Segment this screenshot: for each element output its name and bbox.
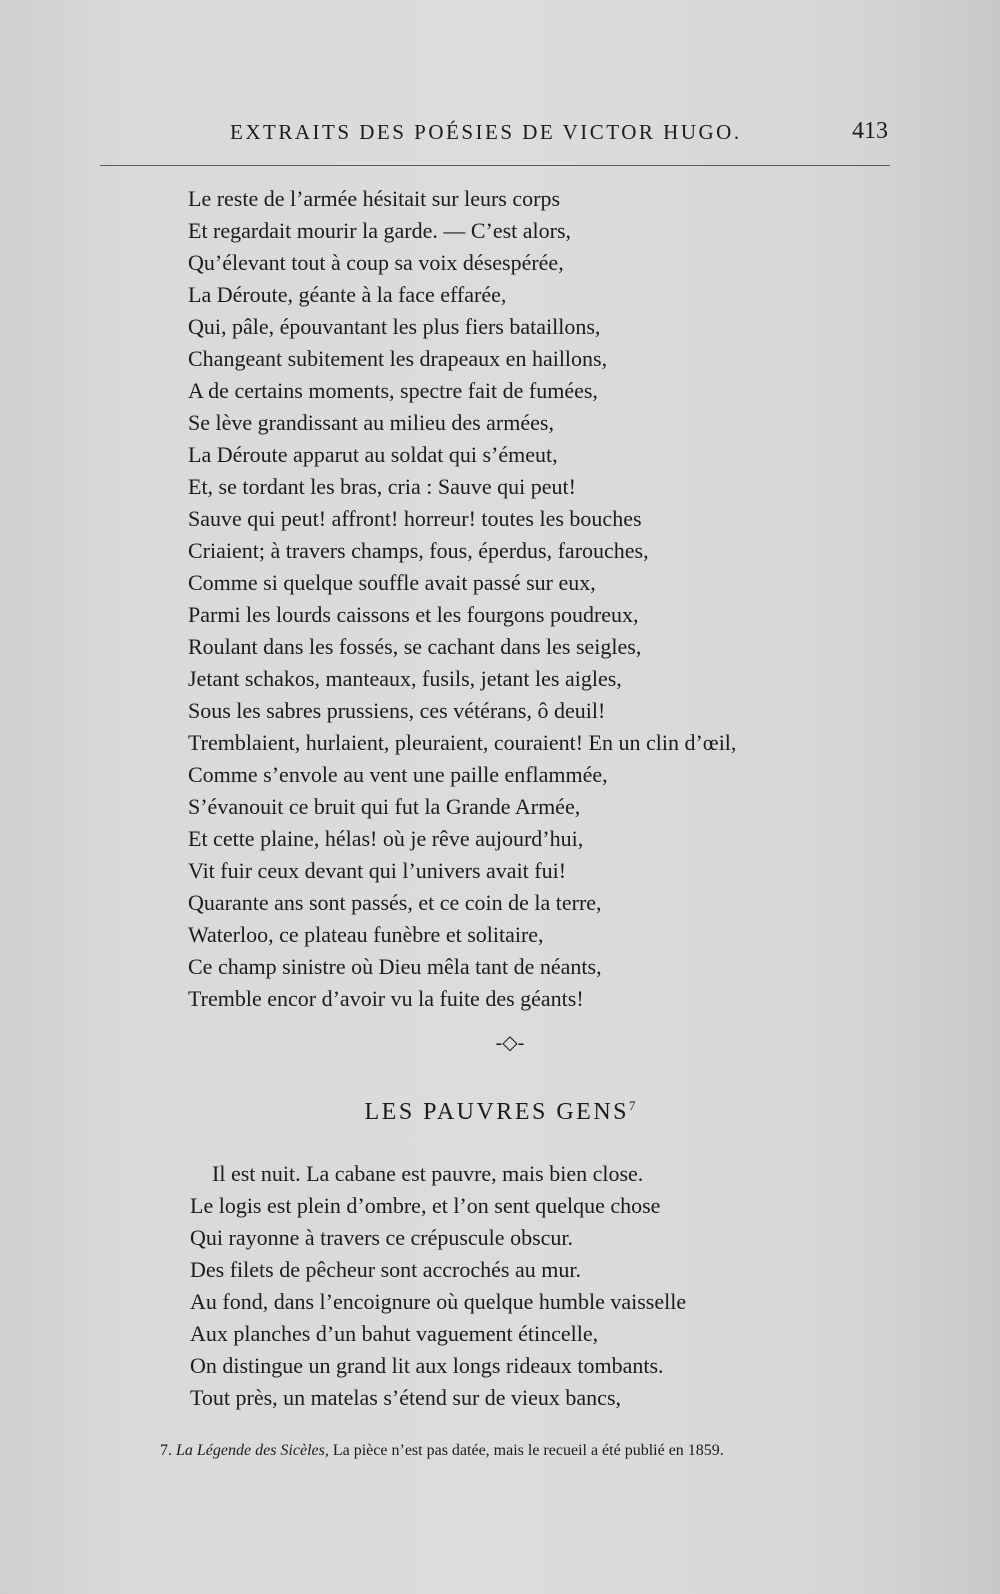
verse-line: Et, se tordant les bras, cria : Sauve qui peut! [188,474,576,499]
verse-line: Tremble encor d’avoir vu la fuite des géants! [188,986,584,1011]
verse-line: Parmi les lourds caissons et les fourgons poudreux, [188,602,639,627]
verse-line: Tout près, un matelas s’étend sur de vieux bancs, [190,1385,622,1410]
verse-line: Quarante ans sont passés, et ce coin de la terre, [188,890,602,915]
page-number: 413 [852,118,888,144]
footnote-source: La Légende des Sicèles, [176,1442,329,1459]
verse-line: La Déroute, géante à la face effarée, [188,282,507,307]
verse-line: On distingue un grand lit aux longs rideaux tombants. [190,1353,664,1378]
verse-line: Au fond, dans l’encoignure où quelque humble vaisselle [190,1289,687,1314]
verse-line: S’évanouit ce bruit qui fut la Grande Armée, [188,794,581,819]
footnote [160,1442,880,1460]
running-title: EXTRAITS DES POÉSIES DE VICTOR HUGO. [230,120,742,144]
verse-line: Comme s’envole au vent une paille enflammée, [188,762,608,787]
section-title [250,1098,750,1126]
verse-line: Et cette plaine, hélas! où je rêve aujourd’hui, [188,826,584,851]
verse-line: Qui rayonne à travers ce crépuscule obscur. [190,1225,574,1250]
verse-line: Le logis est plein d’ombre, et l’on sent quelque chose [190,1193,661,1218]
footnote-text: La pièce n’est pas datée, mais le recueil a été publié en 1859. [332,1442,724,1459]
header-rule [100,165,890,166]
verse-line: Roulant dans les fossés, se cachant dans les seigles, [188,634,642,659]
verse-line: Sauve qui peut! affront! horreur! toutes les bouches [188,506,642,531]
footnote-number: 7. [160,1442,172,1459]
verse-line: La Déroute apparut au soldat qui s’émeut, [188,442,558,467]
verse-line: Il est nuit. La cabane est pauvre, mais bien close. [212,1161,644,1186]
verse-line: Des filets de pêcheur sont accrochés au mur. [190,1257,581,1282]
verse-line: A de certains moments, spectre fait de fumées, [188,378,598,403]
verse-line: Ce champ sinistre où Dieu mêla tant de néants, [188,954,602,979]
verse-line: Aux planches d’un bahut vaguement étincelle, [190,1321,599,1346]
verse-line: Qui, pâle, épouvantant les plus fiers bataillons, [188,314,601,339]
verse-line: Et regardait mourir la garde. — C’est alors, [188,218,572,243]
section-title-text: LES PAUVRES GENS [364,1099,629,1125]
verse-line: Criaient; à travers champs, fous, éperdus, farouches, [188,538,649,563]
poem-les-pauvres-gens [190,1158,830,1414]
verse-line: Sous les sabres prussiens, ces vétérans, ô deuil! [188,698,606,723]
verse-line: Le reste de l’armée hésitait sur leurs corps [188,186,561,211]
verse-line: Se lève grandissant au milieu des armées, [188,410,554,435]
section-ornament: -◇- [495,1032,525,1054]
footnote-reference: 7 [629,1098,636,1113]
verse-line: Qu’élevant tout à coup sa voix désespérée, [188,250,564,275]
verse-line: Waterloo, ce plateau funèbre et solitaire, [188,922,544,947]
verse-line: Comme si quelque souffle avait passé sur eux, [188,570,596,595]
poem-continued [188,183,828,1015]
verse-line: Vit fuir ceux devant qui l’univers avait fui! [188,858,567,883]
verse-line: Changeant subitement les drapeaux en haillons, [188,346,608,371]
verse-line: Jetant schakos, manteaux, fusils, jetant les aigles, [188,666,622,691]
verse-line: Tremblaient, hurlaient, pleuraient, couraient! En un clin d’œil, [188,730,737,755]
